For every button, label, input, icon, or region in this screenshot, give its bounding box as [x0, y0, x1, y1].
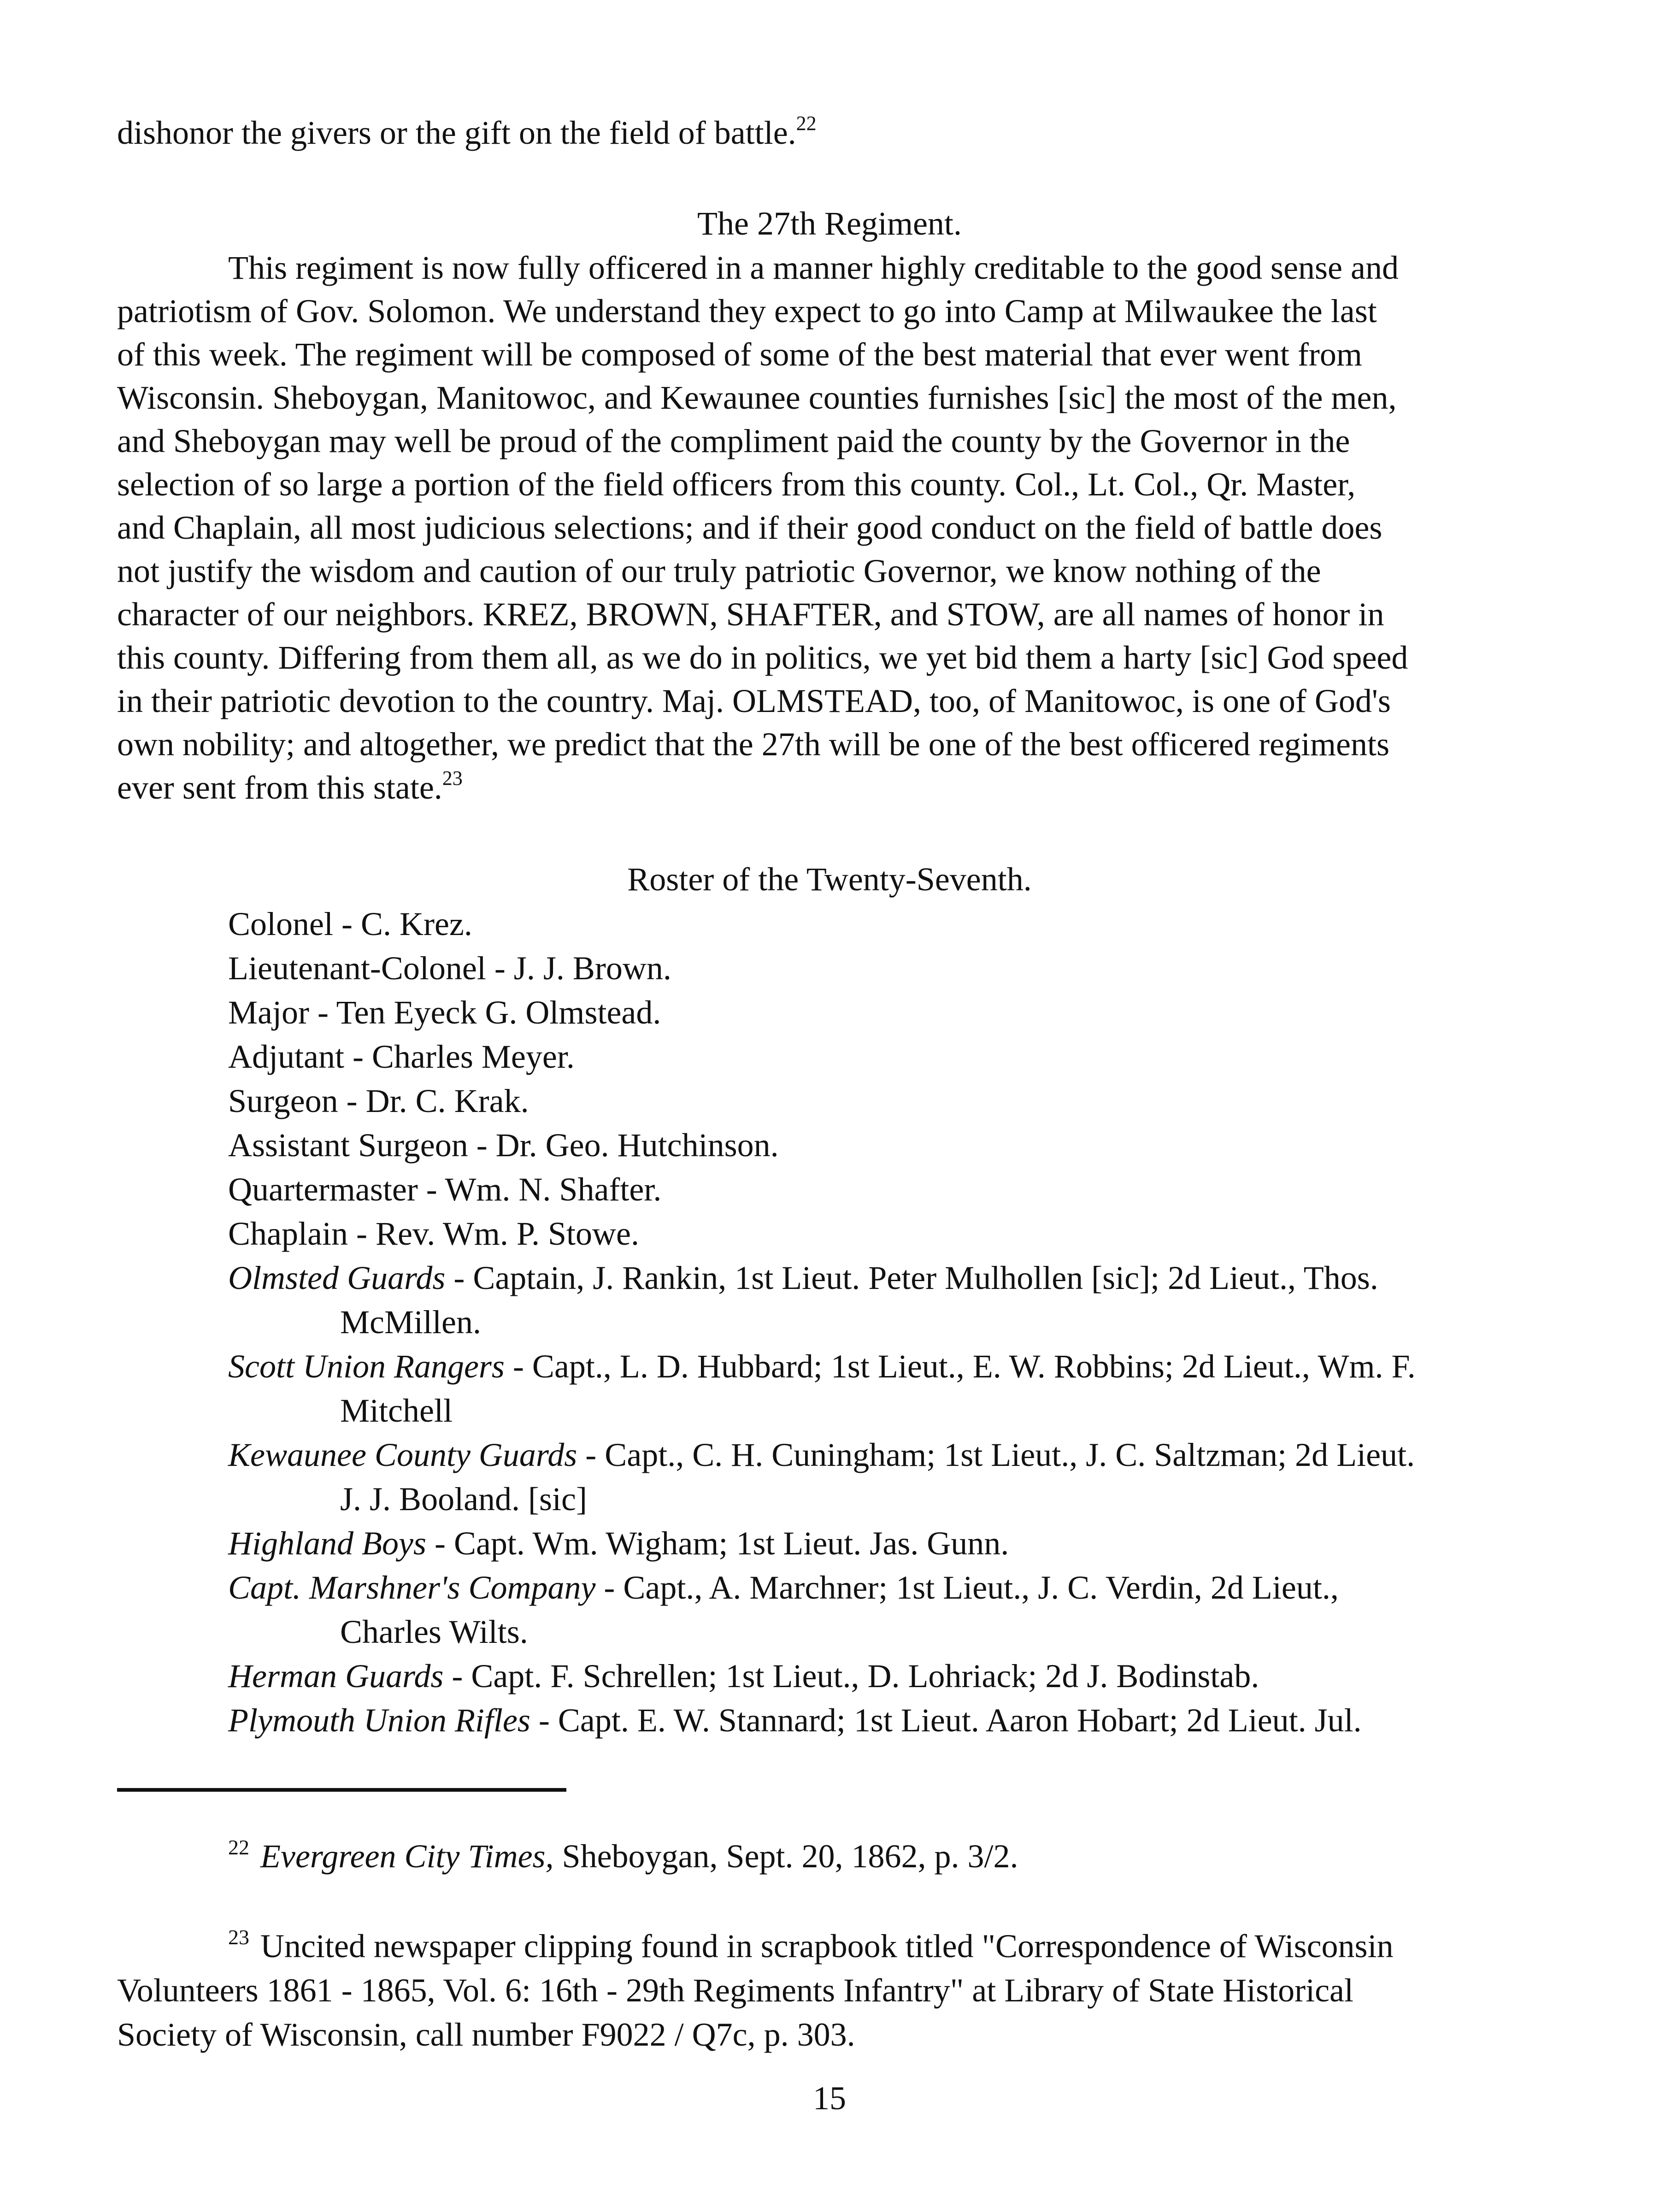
- company-officers: - Capt., L. D. Hubbard; 1st Lieut., E. W. Robbins; 2d Lieut., Wm. F.: [504, 1348, 1416, 1385]
- page-number: 15: [813, 2080, 846, 2117]
- footnote-23-line: Volunteers 1861 - 1865, Vol. 6: 16th - 29th Regiments Infantry" at Library of State Historical: [117, 1972, 1353, 2009]
- article-line: and Chaplain, all most judicious selections; and if their good conduct on the field of battle does: [117, 509, 1382, 546]
- roster-officer: Surgeon - Dr. C. Krak.: [228, 1082, 529, 1119]
- roster-company: [228, 1521, 1659, 1565]
- company-officers: - Capt., A. Marchner; 1st Lieut., J. C. Verdin, 2d Lieut.,: [595, 1569, 1339, 1606]
- roster-officer: Colonel - C. Krez.: [228, 906, 472, 942]
- roster-officer: Quartermaster - Wm. N. Shafter.: [228, 1171, 662, 1208]
- article-line: not justify the wisdom and caution of our truly patriotic Governor, we know nothing of the: [117, 553, 1321, 589]
- carryover-text: dishonor the givers or the gift on the field of battle.: [117, 114, 796, 151]
- company-officers: - Capt. E. W. Stannard; 1st Lieut. Aaron Hobart; 2d Lieut. Jul.: [530, 1702, 1362, 1739]
- footnote-mark: 23: [228, 1925, 249, 1949]
- roster-company-continuation: J. J. Booland. [sic]: [340, 1481, 587, 1518]
- article-line: of this week. The regiment will be composed of some of the best material that ever went from: [117, 336, 1362, 373]
- roster-company-continuation: Charles Wilts.: [340, 1613, 528, 1650]
- article-line: Wisconsin. Sheboygan, Manitowoc, and Kewaunee counties furnishes [sic] the most of the men,: [117, 379, 1397, 416]
- article-line: selection of so large a portion of the field officers from this county. Col., Lt. Col., Qr. Master,: [117, 466, 1356, 503]
- footnote-mark: 22: [228, 1835, 249, 1859]
- company-name: Highland Boys: [228, 1525, 426, 1562]
- article-last-line: [117, 765, 1555, 810]
- article-line: this county. Differing from them all, as we do in politics, we yet bid them a harty [sic] God speed: [117, 639, 1408, 676]
- article-line: and Sheboygan may well be proud of the compliment paid the county by the Governor in the: [117, 423, 1350, 459]
- roster-company: [228, 1698, 1659, 1742]
- article-heading: The 27th Regiment.: [697, 205, 962, 242]
- footnote-23-line: Society of Wisconsin, call number F9022 / Q7c, p. 303.: [117, 2016, 855, 2053]
- roster-officer: Assistant Surgeon - Dr. Geo. Hutchinson.: [228, 1127, 779, 1164]
- footnote-source-title: Evergreen City Times,: [260, 1838, 554, 1875]
- roster-company: [228, 1344, 1659, 1388]
- company-name: Kewaunee County Guards: [228, 1436, 577, 1473]
- roster-officer: Chaplain - Rev. Wm. P. Stowe.: [228, 1215, 639, 1252]
- roster-officer: Major - Ten Eyeck G. Olmstead.: [228, 994, 661, 1031]
- roster-company: [228, 1654, 1659, 1698]
- company-officers: - Capt. F. Schrellen; 1st Lieut., D. Lohriack; 2d J. Bodinstab.: [443, 1658, 1259, 1694]
- footnote-ref-22[interactable]: 22: [796, 112, 817, 135]
- roster-officer: Adjutant - Charles Meyer.: [228, 1038, 575, 1075]
- roster-company-continuation: Mitchell: [340, 1392, 453, 1429]
- article-line: patriotism of Gov. Solomon. We understand they expect to go into Camp at Milwaukee the last: [117, 293, 1377, 329]
- company-name: Capt. Marshner's Company: [228, 1569, 596, 1606]
- company-name: Olmsted Guards: [228, 1259, 446, 1296]
- article-last-text: ever sent from this state.: [117, 769, 442, 806]
- roster-company-continuation: McMillen.: [340, 1304, 481, 1341]
- footnote-text: Uncited newspaper clipping found in scrapbook titled "Correspondence of Wisconsin: [252, 1928, 1394, 1965]
- company-officers: - Capt., C. H. Cuningham; 1st Lieut., J. C. Saltzman; 2d Lieut.: [577, 1436, 1415, 1473]
- footnote-23: [228, 1924, 1394, 1968]
- company-officers: - Capt. Wm. Wigham; 1st Lieut. Jas. Gunn.: [426, 1525, 1009, 1562]
- roster-company: [228, 1256, 1659, 1300]
- footnote-22: [228, 1834, 1018, 1878]
- company-officers: - Captain, J. Rankin, 1st Lieut. Peter Mulhollen [sic]; 2d Lieut., Thos.: [445, 1259, 1378, 1296]
- article-line: in their patriotic devotion to the country. Maj. OLMSTEAD, too, of Manitowoc, is one of God's: [117, 682, 1391, 719]
- footnote-divider: [117, 1788, 566, 1792]
- company-name: Scott Union Rangers: [228, 1348, 505, 1385]
- roster-company: [228, 1565, 1659, 1610]
- article-line: character of our neighbors. KREZ, BROWN, SHAFTER, and STOW, are all names of honor in: [117, 596, 1384, 633]
- company-name: Herman Guards: [228, 1658, 444, 1694]
- company-name: Plymouth Union Rifles: [228, 1702, 530, 1739]
- roster-heading: Roster of the Twenty-Seventh.: [627, 861, 1032, 898]
- carryover-line: [117, 111, 1555, 155]
- footnote-text: Sheboygan, Sept. 20, 1862, p. 3/2.: [553, 1838, 1018, 1875]
- roster-company: [228, 1433, 1659, 1477]
- footnote-ref-23[interactable]: 23: [442, 767, 463, 789]
- roster-officer: Lieutenant-Colonel - J. J. Brown.: [228, 950, 671, 987]
- article-line: own nobility; and altogether, we predict that the 27th will be one of the best officered regiments: [117, 726, 1389, 763]
- article-line: This regiment is now fully officered in a manner highly creditable to the good sense and: [228, 249, 1399, 286]
